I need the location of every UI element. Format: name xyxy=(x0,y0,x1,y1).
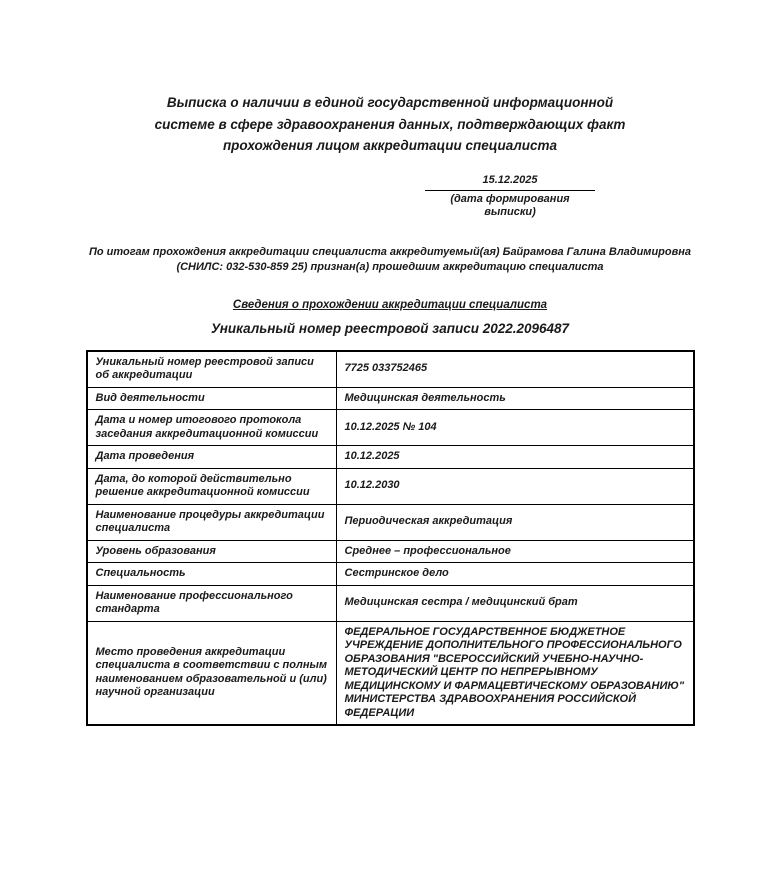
section-heading: Сведения о прохождении аккредитации специалиста xyxy=(232,298,548,311)
issue-date-caption: (дата формирования выписки) xyxy=(450,192,570,218)
accreditation-table xyxy=(86,350,695,727)
row-label: Дата проведения xyxy=(87,446,337,469)
document-title-line-1: Выписка о наличии в единой государственной информационной xyxy=(166,95,614,110)
table-row xyxy=(87,468,694,504)
row-value: Сестринское дело xyxy=(336,563,694,586)
row-value: Медицинская сестра / медицинский брат xyxy=(336,585,694,621)
row-label: Вид деятельности xyxy=(87,387,337,410)
table-row xyxy=(87,504,694,540)
table-row xyxy=(87,351,694,388)
table-row xyxy=(87,446,694,469)
row-label: Дата, до которой действительно решение аккредитационной комиссии xyxy=(87,468,337,504)
row-value: ФЕДЕРАЛЬНОЕ ГОСУДАРСТВЕННОЕ БЮДЖЕТНОЕ УЧРЕЖДЕНИЕ ДОПОЛНИТЕЛЬНОГО ПРОФЕССИОНАЛЬНОГО ОБРАЗОВАНИЯ "ВСЕРОССИЙСКИЙ УЧЕБНО-НАУЧНО-МЕТОДИЧЕСКИЙ ЦЕНТР ПО НЕПРЕРЫВНОМУ МЕДИЦИНСКОМУ И ФАРМАЦЕВТИЧЕСКОМУ ОБРАЗОВАНИЮ" МИНИСТЕРСТВА ЗДРАВООХРАНЕНИЯ РОССИЙСКОЙ ФЕДЕРАЦИИ xyxy=(336,621,694,725)
row-value: Среднее – профессиональное xyxy=(336,540,694,563)
row-label: Место проведения аккредитации специалиста в соответствии с полным наименованием образовательной и (или) научной организации xyxy=(87,621,337,725)
table-row xyxy=(87,621,694,725)
table-row xyxy=(87,410,694,446)
row-label: Наименование процедуры аккредитации специалиста xyxy=(87,504,337,540)
issue-date-block xyxy=(425,174,595,219)
row-value: 10.12.2025 xyxy=(336,446,694,469)
table-row xyxy=(87,540,694,563)
row-label: Наименование профессионального стандарта xyxy=(87,585,337,621)
table-row xyxy=(87,387,694,410)
document-title xyxy=(0,0,780,157)
issue-date-value: 15.12.2025 xyxy=(425,174,595,191)
row-label: Специальность xyxy=(87,563,337,586)
table-row xyxy=(87,563,694,586)
table-row xyxy=(87,585,694,621)
intro-paragraph: По итогам прохождения аккредитации специалиста аккредитуемый(ая) Байрамова Галина Владимировна (СНИЛС: 032-530-859 25) признан(а) прошедшим аккредитацию специалиста xyxy=(88,245,692,273)
document-title-line-3: прохождения лицом аккредитации специалиста xyxy=(222,138,558,153)
document-title-line-2: системе в сфере здравоохранения данных, подтверждающих факт xyxy=(154,116,626,132)
row-value: Медицинская деятельность xyxy=(336,387,694,410)
row-label: Уникальный номер реестровой записи об аккредитации xyxy=(87,351,337,388)
row-value: 10.12.2025 № 104 xyxy=(336,410,694,446)
registry-number-line: Уникальный номер реестровой записи 2022.2096487 xyxy=(210,320,570,336)
row-label: Уровень образования xyxy=(87,540,337,563)
row-value: 10.12.2030 xyxy=(336,468,694,504)
row-value: 7725 033752465 xyxy=(336,351,694,388)
row-label: Дата и номер итогового протокола заседания аккредитационной комиссии xyxy=(87,410,337,446)
row-value: Периодическая аккредитация xyxy=(336,504,694,540)
